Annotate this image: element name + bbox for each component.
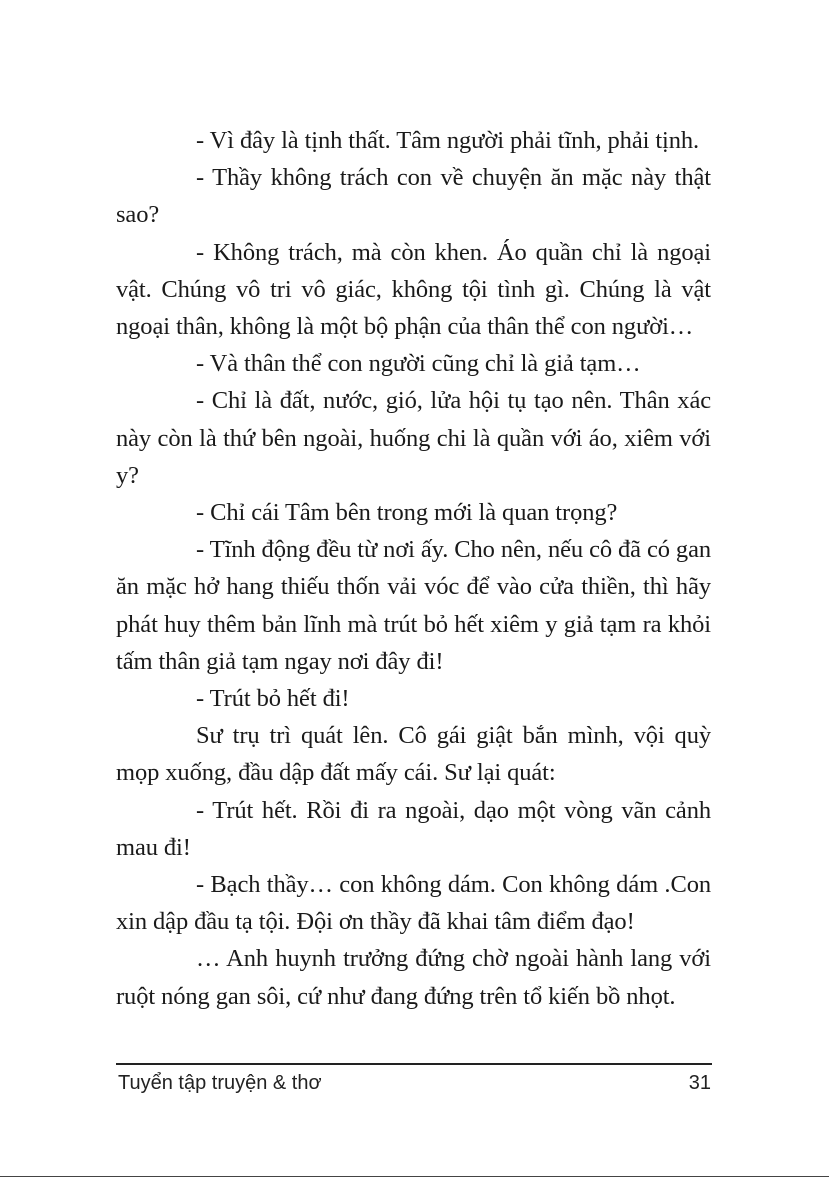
paragraph: - Chỉ cái Tâm bên trong mới là quan trọng? <box>196 499 618 527</box>
paragraph: - Vì đây là tịnh thất. Tâm người phải tĩnh, phải tịnh. <box>196 127 700 154</box>
paragraph: - Trút bỏ hết đi! <box>196 685 350 713</box>
paragraph: - Và thân thể con người cũng chỉ là giả tạm… <box>196 350 641 378</box>
paragraph: - Trút hết. Rồi đi ra ngoài, dạo một vòng vãn cảnh mau đi! <box>116 796 711 861</box>
paragraph: - Bạch thầy… con không dám. Con không dám .Con xin dập đầu tạ tội. Đội ơn thầy đã khai tâm điểm đạo! <box>116 871 711 936</box>
page-body <box>116 122 711 1015</box>
paragraph: - Không trách, mà còn khen. Áo quần chỉ là ngoại vật. Chúng vô tri vô giác, không tội tình gì. Chúng là vật ngoại thân, không là một bộ phận của thân thể con người… <box>116 238 711 341</box>
paragraph: - Thầy không trách con về chuyện ăn mặc này thật sao? <box>116 164 711 229</box>
paragraph: … Anh huynh trưởng đứng chờ ngoài hành lang với ruột nóng gan sôi, cứ như đang đứng trên tổ kiến bồ nhọt. <box>116 945 711 1010</box>
footer-divider <box>116 1063 712 1065</box>
paragraph: - Tĩnh động đều từ nơi ấy. Cho nên, nếu cô đã có gan ăn mặc hở hang thiếu thốn vải vóc để vào cửa thiền, thì hãy phát huy thêm bản lĩnh mà trút bỏ hết xiêm y giả tạm ra khỏi tấm thân giả tạm ngay nơi đây đi! <box>116 536 712 675</box>
page-bottom-edge <box>0 1176 829 1177</box>
paragraph: - Chỉ là đất, nước, gió, lửa hội tụ tạo nên. Thân xác này còn là thứ bên ngoài, huống chi là quần với áo, xiêm với y? <box>116 387 711 489</box>
footer-book-title: Tuyển tập truyện & thơ <box>118 1072 322 1094</box>
paragraph: Sư trụ trì quát lên. Cô gái giật bắn mình, vội quỳ mọp xuống, đầu dập đất mấy cái. Sư lại quát: <box>116 722 711 787</box>
page-number: 31 <box>688 1072 711 1094</box>
